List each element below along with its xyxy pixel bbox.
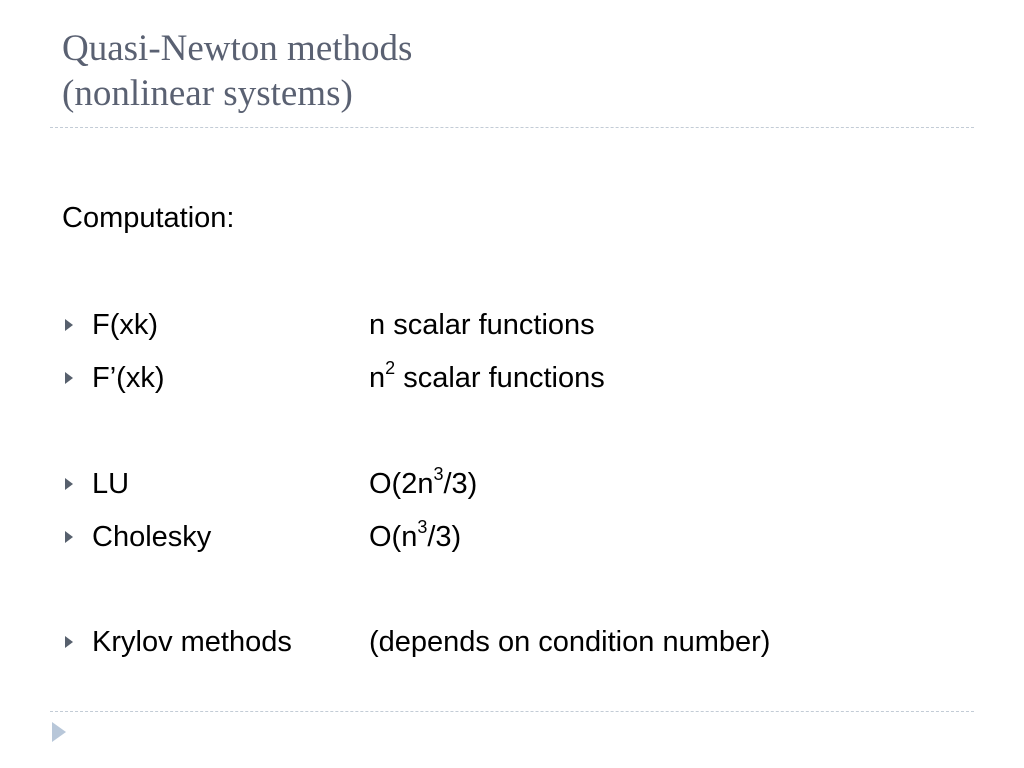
item-label: Krylov methods bbox=[92, 626, 292, 658]
list-item bbox=[62, 466, 982, 502]
footer-divider bbox=[50, 711, 974, 712]
slide-title-line-1: Quasi-Newton methods bbox=[62, 28, 413, 69]
triangle-bullet-icon bbox=[65, 478, 73, 490]
title-divider bbox=[50, 127, 974, 128]
item-value: $O(2n^3/3)$ bbox=[369, 464, 478, 500]
superscript-exponent: 3 bbox=[433, 464, 444, 485]
superscript-exponent: 2 bbox=[385, 358, 396, 379]
slide-title-line-2: (nonlinear systems) bbox=[62, 73, 353, 114]
triangle-bullet-icon bbox=[65, 531, 73, 543]
list-item bbox=[62, 519, 982, 555]
next-slide-arrow-icon[interactable] bbox=[52, 722, 66, 742]
superscript-exponent: 3 bbox=[417, 517, 428, 538]
list-item bbox=[62, 624, 982, 660]
item-value: $O(n^3/3)$ bbox=[369, 517, 462, 553]
item-value: n scalar functions bbox=[369, 309, 595, 341]
item-label: Cholesky bbox=[92, 521, 212, 553]
triangle-bullet-icon bbox=[65, 372, 73, 384]
slide-title bbox=[62, 26, 962, 116]
item-label: F(xk) bbox=[92, 309, 159, 341]
list-item bbox=[62, 360, 982, 396]
triangle-bullet-icon bbox=[65, 319, 73, 331]
item-label: F’(xk) bbox=[92, 362, 165, 394]
item-value: (depends on condition number) bbox=[369, 626, 771, 658]
item-label: LU bbox=[92, 468, 130, 500]
section-heading: Computation: bbox=[62, 202, 235, 234]
triangle-bullet-icon bbox=[65, 636, 73, 648]
list-item bbox=[62, 307, 982, 343]
item-value: $n^2$ scalar functions bbox=[369, 358, 605, 394]
